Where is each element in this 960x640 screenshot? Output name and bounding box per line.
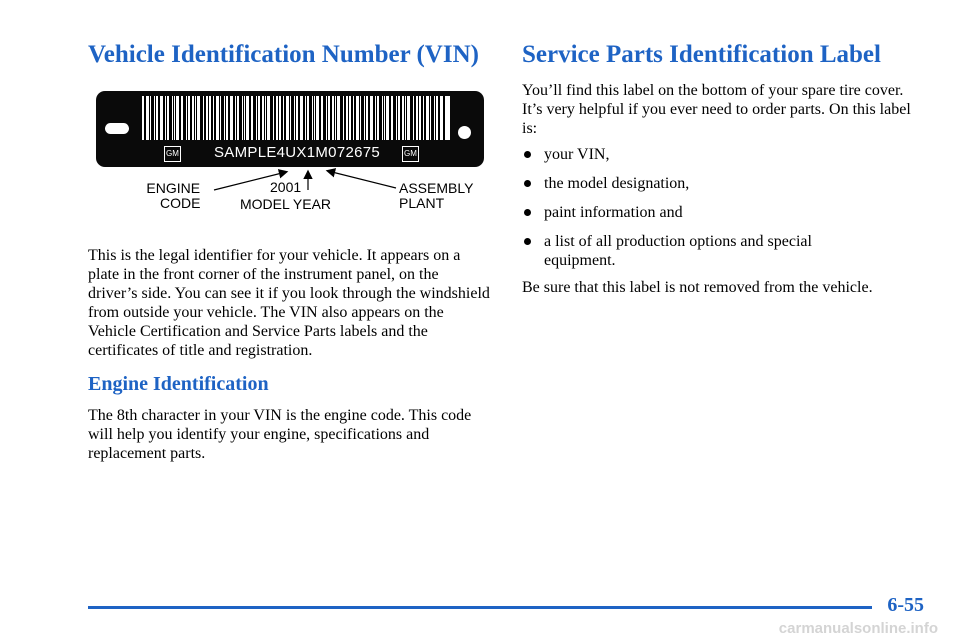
barcode-bar xyxy=(361,96,364,140)
barcode-bar xyxy=(306,96,307,140)
barcode-bar xyxy=(151,96,154,140)
barcode-bar xyxy=(281,96,283,140)
barcode-bar xyxy=(173,96,174,140)
barcode-bar xyxy=(344,96,346,140)
barcode-bar xyxy=(211,96,213,140)
barcode-bar xyxy=(397,96,398,140)
barcode-bar xyxy=(418,96,419,140)
barcode-bar xyxy=(260,96,262,140)
barcode-bar xyxy=(435,96,436,140)
barcode-bar xyxy=(169,96,172,140)
barcode-bar xyxy=(253,96,256,140)
barcode-bar xyxy=(270,96,273,140)
service-parts-title: Service Parts Identification Label xyxy=(522,41,881,68)
barcode-bar xyxy=(163,96,165,140)
gm-logo-left: GM xyxy=(164,146,181,162)
barcode-bar xyxy=(400,96,402,140)
barcode-bar xyxy=(284,96,286,140)
barcode-bar xyxy=(313,96,314,140)
model-year-label: MODEL YEAR xyxy=(240,196,332,212)
plant-callout-line2: PLANT xyxy=(399,195,445,211)
barcode-bar xyxy=(155,96,156,140)
list-item xyxy=(522,174,922,193)
service-parts-intro: You’ll find this label on the bottom of your spare tire cover. It’s very helpful if you ever need to order parts. On this label is: xyxy=(522,82,911,137)
barcode-bar xyxy=(274,96,276,140)
vin-section-title: Vehicle Identification Number (VIN) xyxy=(88,41,479,68)
barcode-bar xyxy=(166,96,167,140)
barcode-bar xyxy=(175,96,176,140)
bullet-icon xyxy=(524,238,531,245)
barcode-bar xyxy=(365,96,366,140)
barcode-bar xyxy=(214,96,216,140)
bullet-icon xyxy=(524,180,531,187)
barcode-bar xyxy=(410,96,413,140)
barcode-bar xyxy=(221,96,224,140)
model-year-value: 2001 xyxy=(270,179,302,195)
assembly-plant-callout xyxy=(399,181,473,211)
barcode-bar xyxy=(236,96,237,140)
barcode-bar xyxy=(429,96,430,140)
list-item-text: paint information and xyxy=(544,204,683,221)
barcode-bar xyxy=(158,96,160,140)
barcode-bar xyxy=(245,96,246,140)
engine-identification-heading: Engine Identification xyxy=(88,373,269,395)
engine-callout-line1: ENGINE xyxy=(146,180,201,196)
barcode-bar xyxy=(144,96,146,140)
watermark: carmanualsonline.info xyxy=(778,620,938,637)
barcode xyxy=(142,96,450,140)
barcode-bar xyxy=(359,96,360,140)
engine-code-callout xyxy=(146,181,200,211)
engine-callout-line2: CODE xyxy=(160,195,201,211)
barcode-bar xyxy=(179,96,181,140)
barcode-bar xyxy=(385,96,386,140)
list-item-text: the model designation, xyxy=(544,175,690,192)
barcode-bar xyxy=(309,96,312,140)
plate-slot xyxy=(105,123,129,134)
gm-logo-right: GM xyxy=(402,146,419,162)
barcode-bar xyxy=(421,96,423,140)
footer-rule xyxy=(88,606,872,609)
barcode-bar xyxy=(438,96,440,140)
barcode-bar xyxy=(393,96,396,140)
list-item xyxy=(522,145,922,164)
list-item xyxy=(522,232,834,270)
barcode-bar xyxy=(379,96,382,140)
barcode-bar xyxy=(243,96,244,140)
barcode-bar xyxy=(208,96,209,140)
barcode-bar xyxy=(389,96,391,140)
barcode-bar xyxy=(404,96,405,140)
barcode-bar xyxy=(336,96,337,140)
vin-number: SAMPLE4UX1M072675 xyxy=(214,144,381,161)
list-item-text: a list of all production options and special equipment. xyxy=(544,233,812,269)
list-item xyxy=(522,203,922,222)
barcode-bar xyxy=(149,96,150,140)
barcode-bar xyxy=(233,96,235,140)
barcode-bar xyxy=(204,96,206,140)
barcode-bar xyxy=(431,96,434,140)
barcode-bar xyxy=(373,96,375,140)
barcode-bar xyxy=(298,96,300,140)
barcode-bar xyxy=(257,96,258,140)
barcode-bar xyxy=(424,96,426,140)
service-parts-closing: Be sure that this label is not removed from the vehicle. xyxy=(522,279,873,296)
list-item-text: your VIN, xyxy=(544,146,610,163)
page-number: 6-55 xyxy=(887,594,924,616)
barcode-bar xyxy=(315,96,316,140)
plate-hole xyxy=(458,126,471,139)
barcode-bar xyxy=(219,96,220,140)
barcode-bar xyxy=(194,96,195,140)
barcode-bar xyxy=(200,96,203,140)
barcode-bar xyxy=(303,96,305,140)
barcode-bar xyxy=(354,96,356,140)
barcode-bar xyxy=(340,96,343,140)
barcode-bar xyxy=(348,96,349,140)
plant-callout-line1: ASSEMBLY xyxy=(399,180,474,196)
barcode-bar xyxy=(351,96,353,140)
barcode-bar xyxy=(183,96,186,140)
barcode-bar xyxy=(225,96,226,140)
barcode-bar xyxy=(376,96,377,140)
barcode-bar xyxy=(289,96,290,140)
bullet-icon xyxy=(524,151,531,158)
barcode-bar xyxy=(334,96,335,140)
vin-plate-illustration xyxy=(96,91,484,167)
barcode-bar xyxy=(266,96,267,140)
barcode-bar xyxy=(368,96,370,140)
barcode-bar xyxy=(383,96,384,140)
barcode-bar xyxy=(319,96,321,140)
barcode-bar xyxy=(443,96,445,140)
bullet-icon xyxy=(524,209,531,216)
barcode-bar xyxy=(190,96,192,140)
barcode-bar xyxy=(228,96,230,140)
barcode-bar xyxy=(196,96,197,140)
barcode-bar xyxy=(327,96,328,140)
engine-description: The 8th character in your VIN is the engine code. This code will help you identify your engine, specifications and replacement parts. xyxy=(88,407,472,462)
barcode-bar xyxy=(187,96,188,140)
barcode-bar xyxy=(291,96,294,140)
barcode-bar xyxy=(330,96,332,140)
barcode-bar xyxy=(264,96,265,140)
barcode-bar xyxy=(295,96,296,140)
barcode-bar xyxy=(278,96,279,140)
vin-description: This is the legal identifier for your vehicle. It appears on a plate in the front corner of the instrument panel, on the driver’s side. You can see it if you look through the windshield from outside your vehicle. The VIN also appears on the Vehicle Certification and Service Parts labels and the certificates of title and registration. xyxy=(88,247,490,359)
barcode-bar xyxy=(414,96,416,140)
barcode-bar xyxy=(239,96,242,140)
label-contents-list xyxy=(522,145,922,280)
barcode-bar xyxy=(249,96,251,140)
barcode-bar xyxy=(323,96,326,140)
barcode-bar xyxy=(406,96,407,140)
